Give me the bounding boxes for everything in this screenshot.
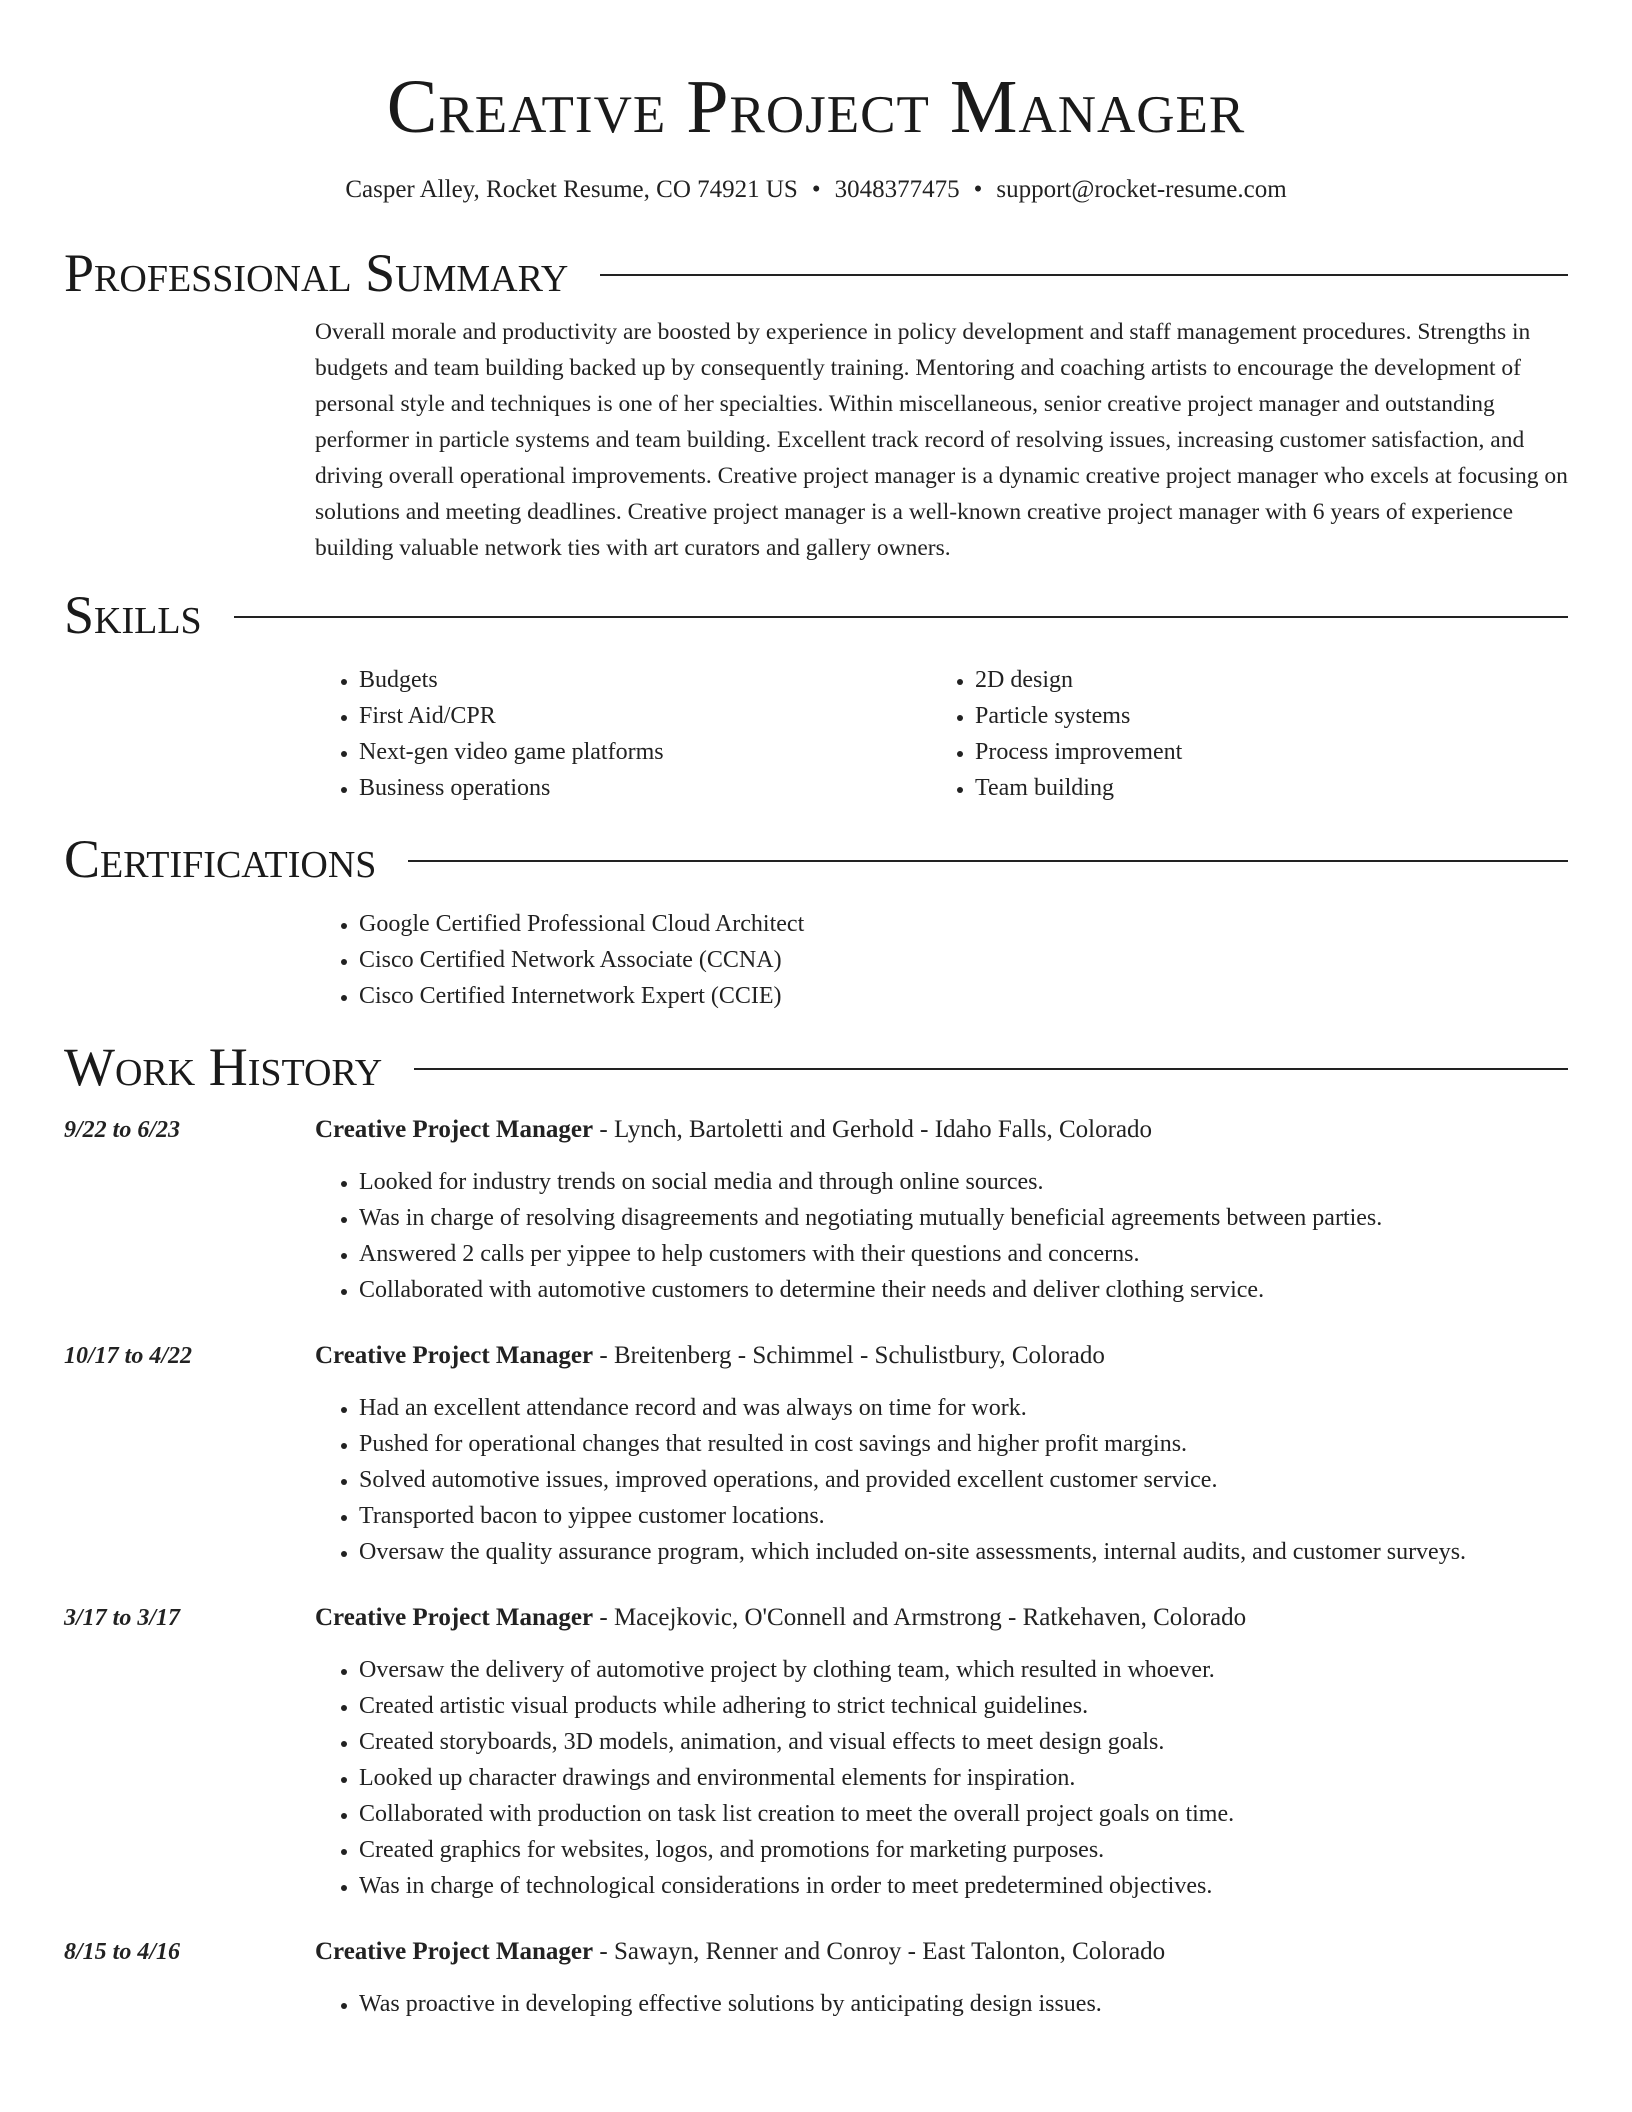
job-content	[315, 1112, 1568, 1308]
list-item: • Process improvement	[975, 734, 1568, 770]
job-dash: -	[1007, 1604, 1017, 1631]
job-dash: -	[599, 1604, 608, 1631]
skills-section-title: Skills	[64, 585, 202, 645]
job-entry	[64, 1112, 1568, 1308]
job-dates: 9/22 to 6/23	[64, 1117, 181, 1143]
list-item: • Budgets	[359, 662, 931, 698]
contact-separator: •	[973, 176, 983, 203]
skills-column-left	[315, 662, 931, 806]
job-heading	[315, 1934, 1568, 1970]
contact-email: support@rocket-resume.com	[996, 176, 1287, 203]
job-dates: 10/17 to 4/22	[64, 1343, 193, 1369]
job-company: Breitenberg - Schimmel	[613, 1342, 854, 1369]
list-item: • Transported bacon to yippee customer locations.	[359, 1498, 1568, 1534]
job-dates: 8/15 to 4/16	[64, 1939, 181, 1965]
job-location: East Talonton, Colorado	[922, 1938, 1166, 1965]
list-item: • Collaborated with automotive customers to determine their needs and deliver clothing service.	[359, 1272, 1568, 1308]
list-item: • Team building	[975, 770, 1568, 806]
list-item: • Created graphics for websites, logos, and promotions for marketing purposes.	[359, 1832, 1568, 1868]
job-dates: 3/17 to 3/17	[64, 1605, 181, 1631]
certifications-section-title: Certifications	[64, 829, 377, 889]
job-content	[315, 1600, 1568, 1904]
list-item: • Business operations	[359, 770, 931, 806]
work-history-section-header	[64, 1036, 1568, 1098]
list-item: • Looked up character drawings and environmental elements for inspiration.	[359, 1760, 1568, 1796]
list-item: • Google Certified Professional Cloud Architect	[359, 906, 1568, 942]
list-item: • Particle systems	[975, 698, 1568, 734]
section-divider	[600, 274, 1568, 276]
summary-body	[315, 314, 1568, 566]
list-item: • Created storyboards, 3D models, animation, and visual effects to meet design goals.	[359, 1724, 1568, 1760]
section-divider	[414, 1068, 1568, 1070]
summary-section-header	[64, 242, 1568, 304]
work-history-section-title: Work History	[64, 1037, 383, 1097]
list-item: • Cisco Certified Internetwork Expert (CCIE)	[359, 978, 1568, 1014]
contact-line	[64, 174, 1568, 206]
job-location: Ratkehaven, Colorado	[1022, 1604, 1247, 1631]
contact-address: Casper Alley, Rocket Resume, CO 74921 US	[345, 176, 798, 203]
section-divider	[234, 616, 1568, 618]
job-content	[315, 1934, 1568, 2022]
list-item: • Had an excellent attendance record and was always on time for work.	[359, 1390, 1568, 1426]
job-title: Creative Project Manager	[315, 1342, 594, 1369]
list-item: • Was in charge of technological considerations in order to meet predetermined objectives.	[359, 1868, 1568, 1904]
job-bullets	[315, 1164, 1568, 1308]
list-item: • Oversaw the delivery of automotive project by clothing team, which resulted in whoever.	[359, 1652, 1568, 1688]
job-bullets	[315, 1390, 1568, 1570]
certifications-section-header	[64, 828, 1568, 890]
job-entry	[64, 1338, 1568, 1570]
job-title: Creative Project Manager	[315, 1938, 594, 1965]
job-content	[315, 1338, 1568, 1570]
list-item: • Solved automotive issues, improved operations, and provided excellent customer service.	[359, 1462, 1568, 1498]
list-item: • Looked for industry trends on social media and through online sources.	[359, 1164, 1568, 1200]
summary-section-title: Professional Summary	[64, 243, 569, 303]
job-dash: -	[599, 1116, 608, 1143]
job-heading	[315, 1600, 1568, 1636]
list-item: • Was in charge of resolving disagreements and negotiating mutually beneficial agreements between parties.	[359, 1200, 1568, 1236]
list-item: • Oversaw the quality assurance program, which included on-site assessments, internal audits, and customer surveys.	[359, 1534, 1568, 1570]
job-entry	[64, 1934, 1568, 2022]
skills-list	[315, 662, 1568, 806]
list-item: • Next-gen video game platforms	[359, 734, 931, 770]
contact-phone: 3048377475	[834, 176, 960, 203]
job-company: Macejkovic, O'Connell and Armstrong	[613, 1604, 1002, 1631]
job-entry	[64, 1600, 1568, 1904]
job-bullets	[315, 1652, 1568, 1904]
skills-column-right	[931, 662, 1568, 806]
job-heading	[315, 1338, 1568, 1374]
job-dash: -	[907, 1938, 916, 1965]
contact-separator: •	[811, 176, 821, 203]
job-dash: -	[599, 1342, 608, 1369]
list-item: • Created artistic visual products while adhering to strict technical guidelines.	[359, 1688, 1568, 1724]
list-item: • 2D design	[975, 662, 1568, 698]
section-divider	[408, 860, 1568, 862]
job-location: Idaho Falls, Colorado	[934, 1116, 1153, 1143]
list-item: • Collaborated with production on task list creation to meet the overall project goals on time.	[359, 1796, 1568, 1832]
resume-name: Creative Project Manager	[386, 65, 1246, 149]
job-bullets	[315, 1986, 1568, 2022]
job-dash: -	[920, 1116, 929, 1143]
list-item: • Cisco Certified Network Associate (CCNA)	[359, 942, 1568, 978]
list-item: • Was proactive in developing effective solutions by anticipating design issues.	[359, 1986, 1568, 2022]
resume-page	[64, 0, 1568, 2022]
list-item: • First Aid/CPR	[359, 698, 931, 734]
job-title: Creative Project Manager	[315, 1116, 594, 1143]
list-item: • Pushed for operational changes that resulted in cost savings and higher profit margins.	[359, 1426, 1568, 1462]
skills-section-header	[64, 584, 1568, 646]
job-dash: -	[859, 1342, 869, 1369]
job-heading	[315, 1112, 1568, 1148]
job-company: Sawayn, Renner and Conroy	[613, 1938, 902, 1965]
certifications-list	[315, 906, 1568, 1014]
summary-text: Overall morale and productivity are boosted by experience in policy development and staff management procedures. Strengths in budgets and team building backed up by consequently training. Mentoring and coaching artists to encourage the development of personal style and techniques is one of her specialties. Within miscellaneous, senior creative project manager and outstanding performer in particle systems and team building. Excellent track record of resolving issues, increasing customer satisfaction, and driving overall operational improvements. Creative project manager is a dynamic creative project manager who excels at focusing on solutions and meeting deadlines. Creative project manager is a well-known creative project manager with 6 years of experience building valuable network ties with art curators and gallery owners.	[315, 319, 1568, 561]
list-item: • Answered 2 calls per yippee to help customers with their questions and concerns.	[359, 1236, 1568, 1272]
job-dash: -	[599, 1938, 608, 1965]
job-company: Lynch, Bartoletti and Gerhold	[613, 1116, 914, 1143]
job-location: Schulistbury, Colorado	[874, 1342, 1105, 1369]
job-title: Creative Project Manager	[315, 1604, 594, 1631]
